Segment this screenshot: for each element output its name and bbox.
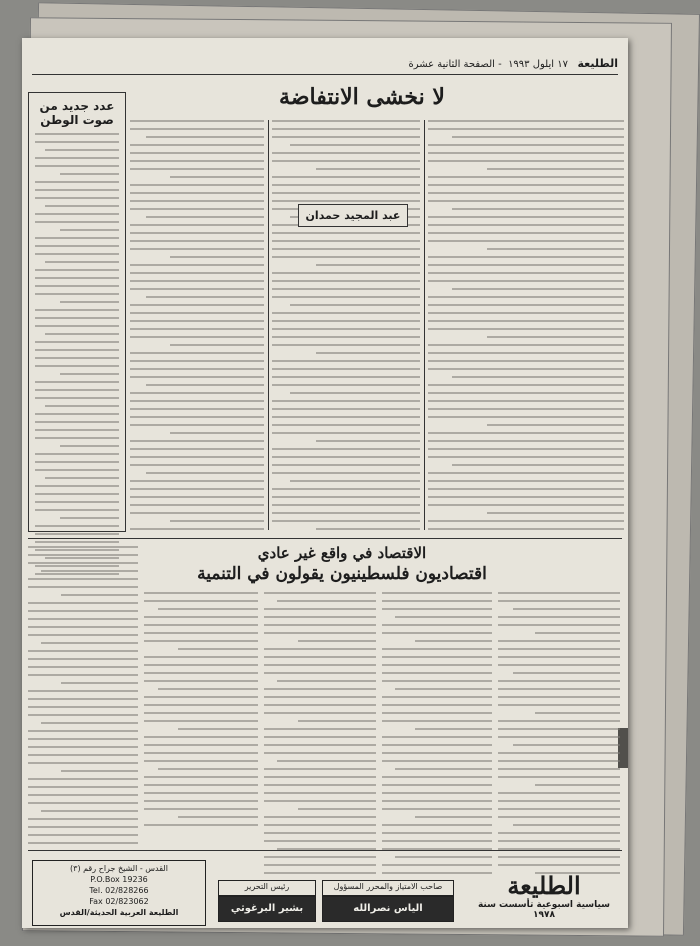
footer-chief-role xyxy=(218,880,316,896)
second-article-col-3 xyxy=(264,592,376,888)
main-article-col-left xyxy=(130,120,264,530)
footer-editor-name-text: الياس نصرالله xyxy=(353,903,423,914)
author-byline: عبد المجيد حمدان xyxy=(298,204,408,227)
footer-pobox: P.O.Box 19236 xyxy=(90,875,148,884)
header-paper-block: الطليعة ١٧ ايلول ١٩٩٣ - الصفحة الثانية عشرة xyxy=(408,56,618,70)
footer-tel: Tel. 02/828266 xyxy=(89,886,149,895)
second-article-col-5 xyxy=(28,546,138,846)
second-article-headline: اقتصاديون فلسطينيون يقولون في التنمية xyxy=(197,564,487,584)
main-headline: لا نخشى الانتفاضة xyxy=(279,84,445,110)
footer-contact-box xyxy=(32,860,206,926)
footer-fax: Fax 02/823062 xyxy=(89,897,149,906)
header-page-label: الصفحة الثانية عشرة xyxy=(408,58,495,70)
footer-editor-role-text: صاحب الامتياز والمحرر المسؤول xyxy=(333,882,443,891)
second-article-col-2 xyxy=(382,592,492,888)
footer-tagline: سياسية اسبوعية تأسست سنة ١٩٧٨ xyxy=(477,900,611,920)
column-rule xyxy=(268,120,269,530)
sidebar-title: عدد جديد من صوت الوطن xyxy=(39,99,115,127)
second-article-col-4 xyxy=(144,592,258,832)
second-article-col-1 xyxy=(498,592,620,888)
sidebar-body xyxy=(35,133,119,575)
footer-chief-name xyxy=(218,896,316,922)
sidebar-box xyxy=(28,92,126,532)
footer-publisher: الطليعة العربية الحديثة/القدس xyxy=(59,908,179,917)
footer-masthead-title: الطليعة xyxy=(507,871,581,900)
footer-editor-name xyxy=(322,896,454,922)
second-article-kicker: الاقتصاد في واقع غير عادي xyxy=(257,544,427,562)
footer-chief-name-text: بشير البرغوثي xyxy=(230,903,304,914)
footer-editor-role xyxy=(322,880,454,896)
footer-chief-role-text: رئيس التحرير xyxy=(244,882,290,891)
main-article-col-middle xyxy=(272,120,420,530)
footer-address: القدس - الشيخ جراح رقم (٣) xyxy=(70,864,168,873)
main-article-col-right xyxy=(428,120,624,530)
footer-rule xyxy=(28,850,622,851)
header-date: ١٧ ايلول ١٩٩٣ xyxy=(508,58,568,70)
section-rule xyxy=(28,538,622,539)
footer-masthead xyxy=(474,872,614,920)
newspaper-page xyxy=(22,38,628,928)
header-paper-name: الطليعة xyxy=(577,56,618,70)
column-rule xyxy=(424,120,425,530)
page-header xyxy=(32,52,618,75)
